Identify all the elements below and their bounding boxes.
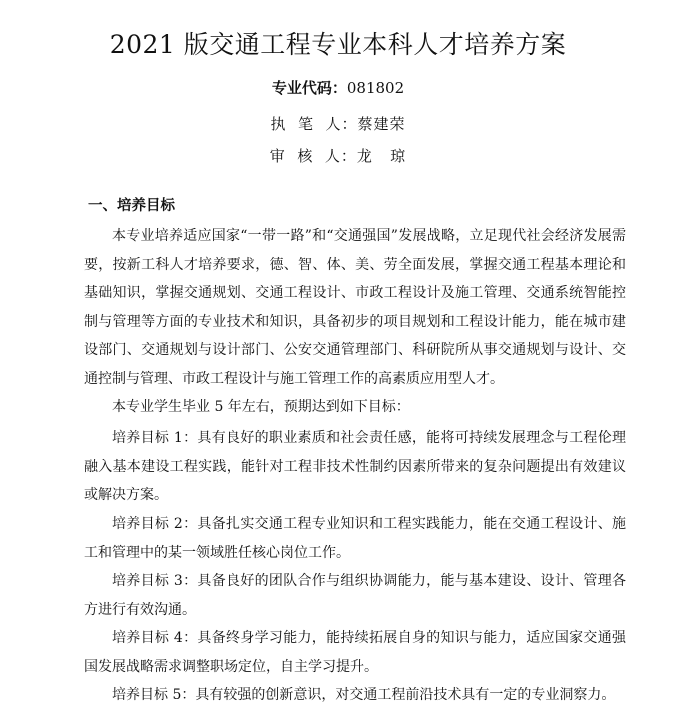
goal-1-paragraph: 培养目标 1：具有良好的职业素质和社会责任感，能将可持续发展理念与工程伦理融入基本建设工程实践，能针对工程非技术性制约因素所带来的复杂问题提出有效建议或解决方案。 bbox=[84, 430, 626, 503]
author-value: 蔡建荣 bbox=[357, 115, 406, 133]
author-label: 执 笔 人： bbox=[270, 115, 358, 133]
major-code-line bbox=[0, 78, 676, 98]
reviewer-label: 审 核 人： bbox=[269, 147, 357, 165]
document-title: 2021 版交通工程专业本科人才培养方案 bbox=[109, 30, 567, 59]
goal-3-paragraph: 培养目标 3：具备良好的团队合作与组织协调能力，能与基本建设、设计、管理各方进行有效沟通。 bbox=[84, 573, 626, 618]
goal-4-paragraph: 培养目标 4：具备终身学习能力，能持续拓展自身的知识与能力，适应国家交通强国发展战略需求调整职场定位，自主学习提升。 bbox=[84, 630, 626, 675]
major-code-label: 专业代码： bbox=[271, 79, 347, 97]
author-line bbox=[0, 114, 676, 134]
major-code-value: 081802 bbox=[346, 79, 405, 97]
intro-paragraph: 本专业培养适应国家“一带一路”和“交通强国”发展战略，立足现代社会经济发展需要，按新工科人才培养要求，德、智、体、美、劳全面发展，掌握交通工程基本理论和基础知识，掌握交通规划、交通工程设计、市政工程设计及施工管理、交通系统智能控制与管理等方面的专业技术和知识，具备初步的项目规划和工程设计能力，能在城市建设部门、交通规划与设计部门、公安交通管理部门、科研院所从事交通规划与设计、交通控制与管理、市政工程设计与施工管理工作的高素质应用型人才。 bbox=[84, 228, 626, 387]
goal-5-paragraph: 培养目标 5：具有较强的创新意识，对交通工程前沿技术具有一定的专业洞察力。 bbox=[112, 687, 616, 703]
goal-2-paragraph: 培养目标 2：具备扎实交通工程专业知识和工程实践能力，能在交通工程设计、施工和管理中的某一领域胜任核心岗位工作。 bbox=[84, 516, 626, 561]
reviewer-value: 龙 琼 bbox=[356, 147, 407, 165]
section-heading: 一、培养目标 bbox=[88, 198, 175, 214]
graduation-years-paragraph: 本专业学生毕业 5 年左右，预期达到如下目标： bbox=[112, 399, 410, 415]
reviewer-line bbox=[0, 146, 676, 166]
